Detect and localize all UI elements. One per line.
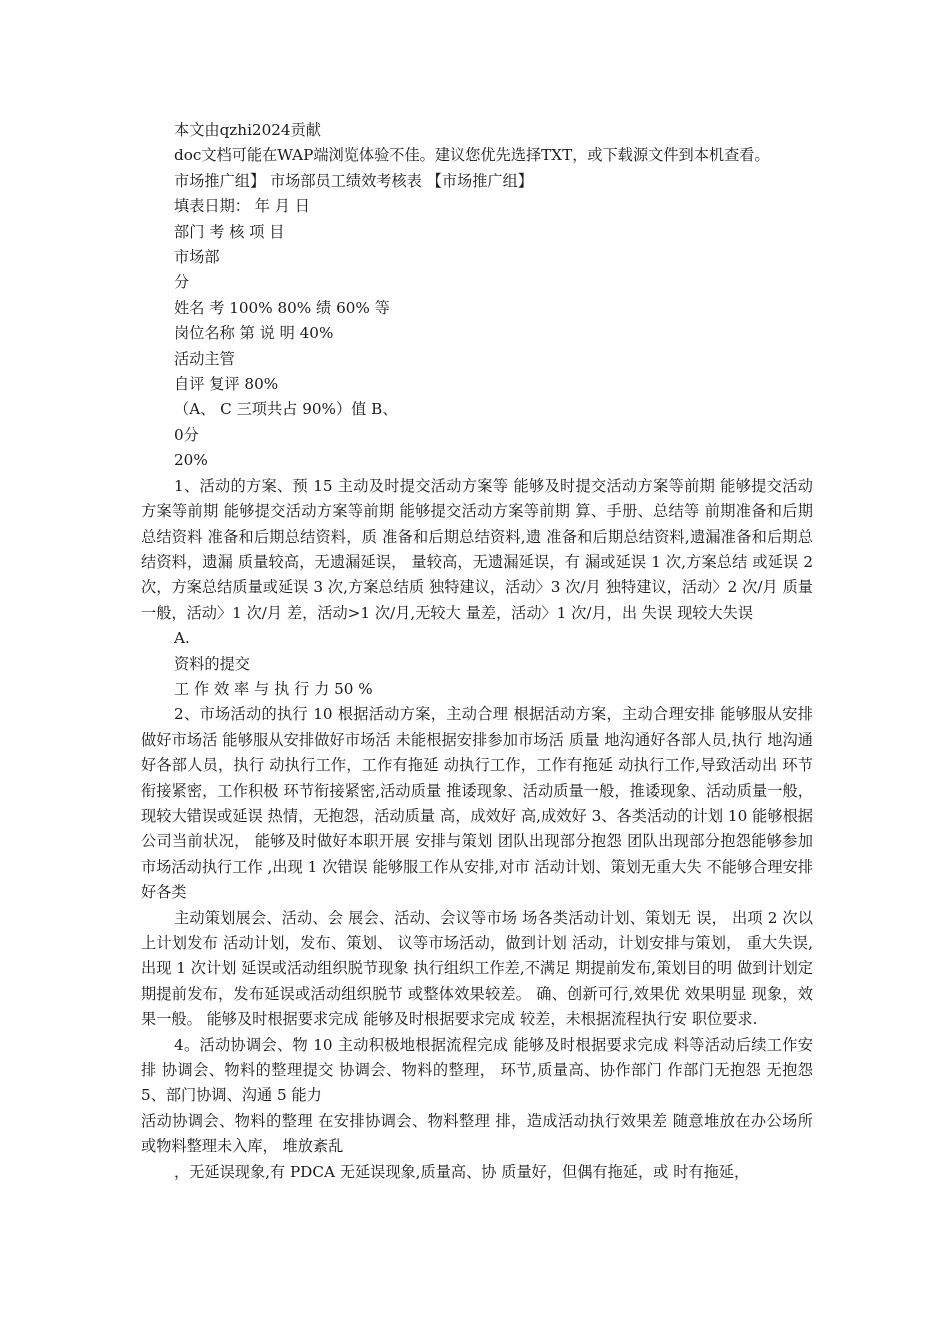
wap-notice-line: doc文档可能在WAP端浏览体验不佳。建议您优先选择TXT，或下载源文件到本机查看。 <box>174 146 770 165</box>
percent-line: 20% <box>174 451 208 470</box>
document-body <box>141 118 813 1185</box>
efficiency-heading-line: 工 作 效 率 与 执 行 力 50 % <box>174 679 373 698</box>
department-header-line: 部门 考 核 项 目 <box>174 222 285 241</box>
paragraph-no-delay: ，无延误现象,有 PDCA 无延误现象,质量高、协 质量好，但偶有拖延，或 时有拖延， <box>174 1162 750 1181</box>
form-title-line: 市场推广组】 市场部员工绩效考核表 【市场推广组】 <box>174 171 533 190</box>
fill-date-line: 填表日期： 年 月 日 <box>174 197 310 216</box>
paragraph-materials: 活动协调会、物料的整理 在安排协调会、物料整理 排，造成活动执行效果差 随意堆放在办公场所 或物料整理未入库， 堆放紊乱 <box>141 1111 813 1156</box>
materials-submission-line: 资料的提交 <box>174 654 250 673</box>
section-a-line: A. <box>174 629 190 648</box>
score-line: 分 <box>174 273 190 292</box>
zero-score-line: 0分 <box>174 425 199 444</box>
contributor-line: 本文由qzhi2024贡献 <box>174 121 321 139</box>
position-line: 岗位名称 第 说 明 40% <box>174 324 334 343</box>
paragraph-planning: 主动策划展会、活动、会 展会、活动、会议等市场 场各类活动计划、策划无 误， 出项 2 次以上计划发布 活动计划，发布、策划、 议等市场活动，做到计划 活动，计划安排与策划， 重大失误,出现 1 次计划 延误或活动组织脱节现象 执行组织工作差,不满足 期提前发布,策划目的明 做到计划定期提前发布，发布延误或活动组织脱节 或整体效果较差。 确、创新可行,效果优 效果明显 现象，效果一般。 能够及时根据要求完成 能够及时根据要求完成 较差，未根据流程执行安 职位要求. <box>141 908 813 1029</box>
paragraph-coordination: 4。活动协调会、物 10 主动积极地根据流程完成 能够及时根据要求完成 料等活动后续工作安 排 协调会、物料的整理提交 协调会、物料的整理， 环节,质量高、协作部门 作部门无抱怨 无抱怨 5、部门协调、沟通 5 能力 <box>141 1035 813 1105</box>
paragraph-activity-plan: 1、活动的方案、预 15 主动及时提交活动方案等 能够及时提交活动方案等前期 能够提交活动方案等前期 能够提交活动方案等前期 能够提交活动方案等前期 算、手册、总结等 前期准备和后期总结资料 准备和后期总结资料，质 准备和后期总结资料,遗 准备和后期总结资料,遗漏准备和后期总结资料，遗漏 质量较高，无遗漏延误， 量较高，无遗漏延误，有 漏或延误 1 次,方案总结 或延误 2 次，方案总结质量或延误 3 次,方案总结质 独特建议，活动〉3 次/月 独特建议，活动〉2 次/月 质量一般，活动〉1 次/月 差，活动>1 次/月,无较大 量差，活动〉1 次/月，出 失误 现较大失误 <box>141 476 813 622</box>
market-dept-line: 市场部 <box>174 248 220 267</box>
self-review-line: 自评 复评 80% <box>174 375 279 394</box>
activity-manager-line: 活动主管 <box>174 349 235 368</box>
weight-line: （A、 C 三项共占 90%）值 B、 <box>174 400 398 419</box>
paragraph-market-execution: 2、市场活动的执行 10 根据活动方案，主动合理 根据活动方案，主动合理安排 能够服从安排做好市场活 能够服从安排做好市场活 未能根据安排参加市场活 质量 地沟通好各部人员,执行 地沟通好各部人员，执行 动执行工作，工作有拖延 动执行工作，工作有拖延 动执行工作,导致活动出 环节衔接紧密，工作积极 环节衔接紧密,活动质量 推诿现象、活动质量一般，推诿现象、活动质量一般，现较大错误或延误 热情，无抱怨，活动质量 高，成效好 高,成效好 3、各类活动的计划 10 能够根据公司当前状况， 能够及时做好本职开展 安排与策划 团队出现部分抱怨 团队出现部分抱怨能够参加市场活动执行工作 ,出现 1 次错误 能够服工作从安排,对市 活动计划、策划无重大失 不能够合理安排好各类 <box>141 705 813 902</box>
name-line: 姓名 考 100% 80% 绩 60% 等 <box>174 298 390 317</box>
